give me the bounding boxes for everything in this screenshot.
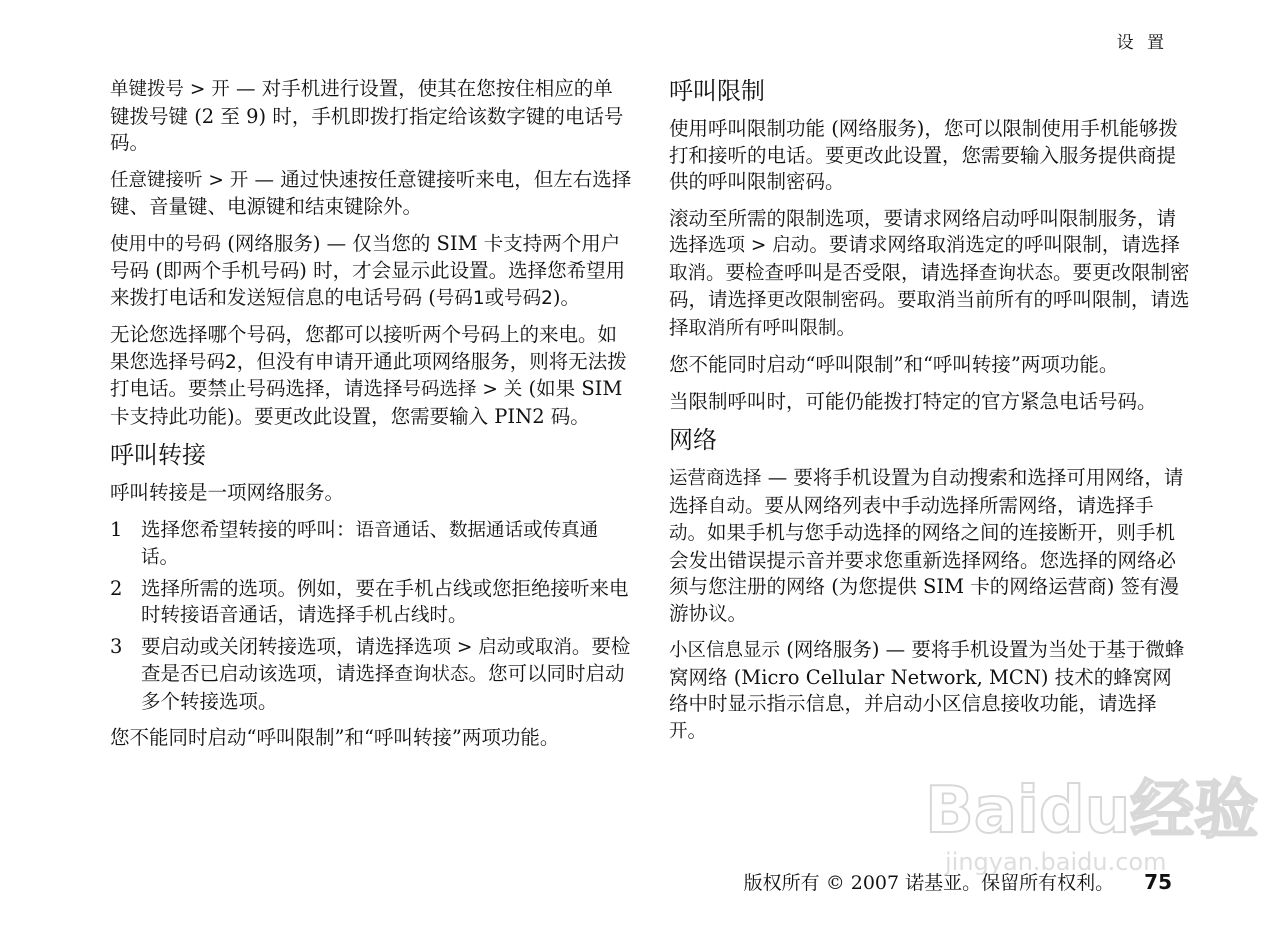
call-forwarding-heading: 呼叫转接 [110,441,206,469]
call-forwarding-intro: 呼叫转接是一项网络服务。 [110,481,345,504]
emergency-note: 当限制呼叫时，可能仍能拨打特定的官方紧急电话号码。 [669,389,1157,413]
svg-text:Baidu经验: Baidu经验 [925,774,1259,848]
left-column [110,76,632,762]
step-number: 1 [110,517,123,541]
setting-name: 单键拨号 [110,79,185,100]
anykey-answer-paragraph: 任意键接听 > 开 — 通过快速按任意键接听来电，但左右选择键、音量键、电源键和结束键除外。 [110,167,632,218]
call-forwarding-steps [110,517,632,716]
call-barring-intro: 使用呼叫限制功能 (网络服务)，您可以限制使用手机能够拨打和接听的电话。要更改此设置，您需要输入服务提供商提供的呼叫限制密码。 [669,117,1178,193]
svg-text:jingyan.baidu.com: jingyan.baidu.com [945,848,1167,876]
baidu-jingyan-watermark [915,760,1259,880]
page-footer [744,868,1172,895]
setting-name: 任意键接听 [110,169,203,191]
setting-value: 开 [229,169,249,191]
page-number: 75 [1144,870,1172,894]
setting-name: 小区信息显示 [669,640,781,661]
copyright-text: 版权所有 © 2007 诺基亚。保留所有权利。 [743,872,1115,894]
setting-value: 开 [211,79,230,100]
list-item: 3 要启动或关闭转接选项，请选择选项 > 启动或取消。要检查是否已启动该选项，请选择查询状态。您可以同时启动多个转接选项。 [110,634,631,713]
speed-dial-paragraph: 单键拨号 > 开 — 对手机进行设置，使其在您按住相应的单键拨号键 (2 至 9) 时，手机即拨打指定给该数字键的电话号码。 [110,77,624,154]
step-number: 3 [110,634,123,658]
list-item: 2 选择所需的选项。例如，要在手机占线或您拒绝接听来电时转接语音通话，请选择手机占线时。 [110,576,629,626]
setting-name: 运营商选择 [669,468,762,489]
setting-name: 使用中的号码 [110,233,222,255]
forwarding-note: 您不能同时启动“呼叫限制”和“呼叫转接”两项功能。 [110,726,560,749]
step-number: 2 [110,576,123,600]
call-barring-options: 滚动至所需的限制选项，要请求网络启动呼叫限制服务，请选择选项 > 启动。要请求网络取消选定的呼叫限制，请选择取消。要检查呼叫是否受限，请选择查询状态。要更改限制密码，请选择更改限制密码。要取消当前所有的呼叫限制，请选择取消所有呼叫限制。 [669,206,1190,339]
call-barring-heading: 呼叫限制 [669,77,765,105]
operator-selection-paragraph: 运营商选择 — 要将手机设置为自动搜索和选择可用网络，请选择自动。要从网络列表中手动选择所需网络，请选择手动。如果手机与您手动选择的网络之间的连接断开，则手机会发出错误提示音并要求您重新选择网络。您选择的网络必须与您注册的网络 (为您提供 SIM 卡的网络运营商) 签有漫游协议。 [669,466,1184,625]
cell-info-paragraph: 小区信息显示 (网络服务) — 要将手机设置为当处于基于微蜂窝网络 (Micro Cellular Network, MCN) 技术的蜂窝网络中时显示指示信息，并启动小区信息接收功能，请选择开。 [669,638,1185,742]
list-item: 1 选择您希望转接的呼叫：语音通话、数据通话或传真通话。 [110,517,599,568]
barring-note: 您不能同时启动“呼叫限制”和“呼叫转接”两项功能。 [669,353,1119,376]
section-header: 设 置 [1116,33,1168,53]
line-selection-paragraph: 无论您选择哪个号码，您都可以接听两个号码上的来电。如果您选择号码2，但没有申请开通此项网络服务，则将无法拨打电话。要禁止号码选择，请选择号码选择 > 关 (如果 SIM 卡支持此功能)。要更改此设置，您需要输入 PIN2 码。 [110,323,627,428]
line-in-use-paragraph: 使用中的号码 (网络服务) — 仅当您的 SIM 卡支持两个用户号码 (即两个手机号码) 时，才会显示此设置。选择您希望用来拨打电话和发送短信息的电话号码 (号码1或号码2)。 [110,231,626,309]
network-heading: 网络 [669,426,717,454]
right-column [669,76,1191,755]
